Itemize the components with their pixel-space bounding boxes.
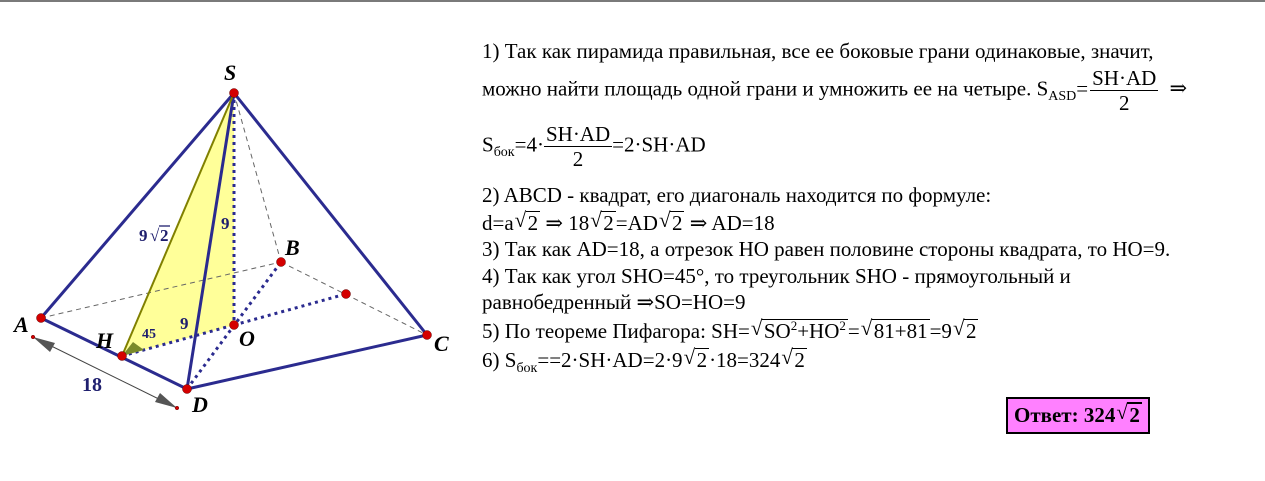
- sub-bok: бок: [493, 145, 515, 161]
- text-l3c: =2·SH·AD: [612, 132, 706, 157]
- sqrt-body-pythagoras: [762, 319, 848, 345]
- hidden-edge-bc: [281, 262, 427, 335]
- fraction-sh-ad-2: [544, 122, 612, 171]
- sqrt-body-3: 2: [671, 211, 683, 235]
- answer-label: Ответ: 324: [1014, 403, 1116, 427]
- text-l10b: ==2·SH·AD=2·9: [537, 348, 683, 372]
- sqrt-body-4: 2: [965, 319, 977, 343]
- hidden-edge-sb: [234, 93, 281, 262]
- label-o: O: [239, 326, 255, 351]
- solution-line-4: 2) ABCD - квадрат, его диагональ находится по формуле:: [482, 183, 992, 207]
- sqrt-81: √ 81+81: [860, 316, 928, 343]
- solution-line-6: 3) Так как AD=18, а отрезок HO равен половине стороны квадрата, то HO=9.: [482, 237, 1171, 261]
- text-l5d: ⇒ AD=18: [684, 211, 775, 235]
- text-l9c: =9: [929, 319, 952, 343]
- text-ho: +HO: [797, 319, 840, 343]
- text-l5b: ⇒ 18: [540, 211, 590, 235]
- sqrt-body-6: 2: [794, 348, 805, 372]
- sqrt-body-1: 2: [527, 211, 539, 235]
- sqrt-body-81: 81+81: [873, 319, 928, 343]
- solution-line-1: 1) Так как пирамида правильная, все ее боковые грани одинаковые, значит,: [482, 39, 1154, 63]
- label-so-length: 9: [221, 214, 230, 233]
- text-l5c: =AD: [615, 211, 658, 235]
- label-s: S: [224, 60, 237, 85]
- frac-num-2: SH·AD: [545, 122, 611, 146]
- sqrt-6: √ 2: [781, 345, 805, 372]
- solution-line-9: [482, 318, 978, 345]
- pyramid-diagram: [0, 0, 470, 481]
- label-c: C: [434, 331, 449, 356]
- sub-bok-2: бок: [516, 361, 538, 376]
- sqrt-2: √ 2: [590, 208, 614, 235]
- sqrt-sign-icon: √: [150, 226, 160, 245]
- arrow-left-icon: [33, 337, 55, 352]
- label-sh-rad: 2: [160, 226, 169, 245]
- label-d: D: [192, 392, 208, 417]
- text-l3a: S: [482, 132, 494, 157]
- label-h: H: [96, 328, 114, 353]
- text-l9b: =: [847, 319, 860, 343]
- label-b: B: [285, 235, 300, 260]
- solution-line-10: [482, 347, 807, 377]
- sqrt-body-5: 2: [696, 348, 708, 372]
- solution-line-3: [482, 122, 706, 171]
- text-l2eq: =: [1076, 76, 1089, 101]
- frac-den-2: 2: [572, 147, 584, 171]
- sup-2a: 2: [790, 318, 798, 333]
- sqrt-pythagoras: √ $SO^2+HO^2$: [750, 316, 846, 343]
- arrow-right-icon: [155, 393, 177, 408]
- sup-2b: 2: [839, 318, 846, 333]
- solution-line-8: равнобедренный ⇒SO=HO=9: [482, 290, 746, 314]
- frac-num: SH·AD: [1092, 66, 1157, 90]
- fraction-sh-ad: [1090, 66, 1158, 115]
- sqrt-5: √ 2: [683, 345, 708, 372]
- answer-box: [1006, 397, 1150, 434]
- label-ho-length: 9: [180, 314, 189, 333]
- sqrt-3: √ 2: [658, 208, 683, 235]
- text-l3b: =4·: [514, 132, 544, 157]
- text-l5a: d=a: [482, 211, 514, 235]
- sqrt-4: √ 2: [952, 316, 977, 343]
- frac-den: 2: [1118, 91, 1130, 115]
- label-ad-length: 18: [82, 374, 102, 396]
- solution-line-7: 4) Так как угол SHO=45°, то треугольник SHO - прямоугольный и: [482, 264, 1071, 288]
- sqrt-1: √ 2: [514, 208, 539, 235]
- solution-line-5: [482, 210, 775, 237]
- answer-sqrt-body: 2: [1129, 403, 1140, 427]
- solution-line-2: [482, 66, 1187, 115]
- label-a: A: [14, 312, 29, 337]
- sqrt-body-2: 2: [603, 211, 614, 235]
- label-sh-length: 9: [139, 226, 148, 245]
- sub-asd: ASD: [1048, 89, 1077, 105]
- answer-sqrt: √ 2: [1116, 400, 1140, 427]
- segment-o-mid: [234, 294, 346, 325]
- text-l10a: 6) S: [482, 348, 517, 372]
- text-l10c: ·18=324: [709, 348, 781, 372]
- implies-icon: ⇒: [1169, 76, 1188, 101]
- text-so: SO: [763, 319, 791, 343]
- text-l9a: 5) По теореме Пифагора: SH=: [482, 319, 750, 343]
- text-l2a: можно найти площадь одной грани и умножить ее на четыре. S: [482, 76, 1049, 101]
- label-angle: 45: [142, 327, 156, 342]
